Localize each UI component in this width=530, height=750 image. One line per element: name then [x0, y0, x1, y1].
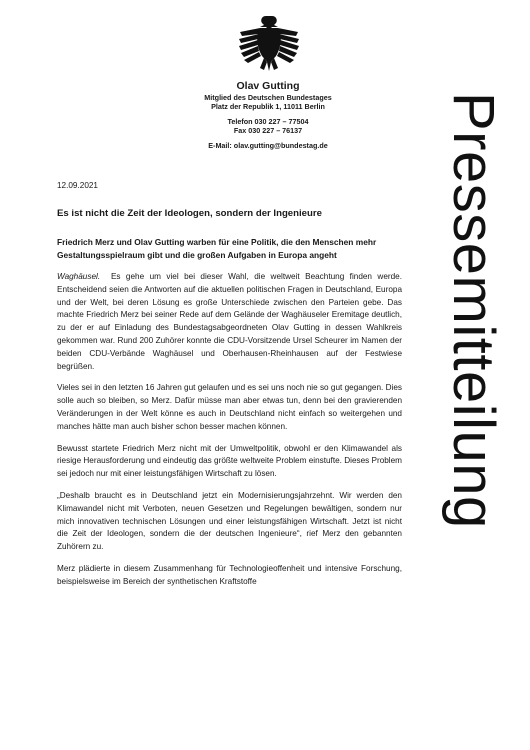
sender-phone: Telefon 030 227 – 77504 — [227, 117, 309, 127]
headline: Es ist nicht die Zeit der Ideologen, sondern der Ingenieure — [57, 207, 322, 219]
paragraph-3: Bewusst startete Friedrich Merz nicht mit der Umweltpolitik, obwohl er den Klimawandel als riesige Herausforderung und eindeutig das größte weltweite Problem einstufte. Dieses Problem sei jedoch nur mit einer leistungsfähigen Wirtschaft zu lösen. — [57, 443, 402, 479]
sender-role: Mitglied des Deutschen Bundestages — [204, 93, 332, 103]
sender-address: Platz der Republik 1, 11011 Berlin — [211, 102, 325, 112]
sender-fax: Fax 030 227 – 76137 — [233, 126, 303, 136]
sender-email: E-Mail: olav.gutting@bundestag.de — [208, 141, 328, 151]
sender-name: Olav Gutting — [236, 80, 300, 92]
paragraph-2: Vieles sei in den letzten 16 Jahren gut gelaufen und es sei uns noch nie so gut gegangen. Dies solle auch so bleiben, so Merz. Dafür müsse man aber etwas tun, denn bei den gravierenden Veränderungen in der Welt könne es auch in Deutschland nicht einfach so weitergehen und manches hätte man auch bisher schon besser machen können. — [57, 383, 402, 431]
dateline-place: Waghäusel. — [57, 271, 101, 281]
paragraph-1-text: Es gehe um viel bei dieser Wahl, die weltweit Beachtung finden werde. Entscheidend seien die Antworten auf die aktuellen politischen Fragen in Deutschland, Europa und der Welt, bei deren Lösung es große Unterschiede zwischen den Parteien gebe. Das machte Friedrich Merz bei seiner Rede auf dem Gelände der Waghäuseler Eremitage deutlich, zu der er auf Einladung des Bundestagsabgeordneten Olav Gutting in dessen Wahlkreis gekommen war. Rund 200 Zuhörer konnte die CDU-Vorsitzende Ursel Scheurer im Namen der beiden CDU-Verbände Waghäusel und Oberhausen-Rheinhausen auf der Festwiese begrüßen. — [57, 271, 402, 371]
subheadline: Friedrich Merz und Olav Gutting warben für eine Politik, die den Menschen mehr Gestaltungsspielraum gibt und die großen Aufgaben in Europa angeht — [57, 236, 377, 260]
paragraph-4: „Deshalb braucht es in Deutschland jetzt ein Modernisierungsjahrzehnt. Wir werden den Klimawandel nicht mit Verboten, neuen Gesetzen und Regelungen bewältigen, sondern nur mich innovativen technischen Lösungen und einer leistungsfähigen Wirtschaft. Jetzt ist nicht die Zeit der Ideologen, sondern die der deutschen Ingenieure“, rief Merz den gebannten Zuhörern zu. — [57, 490, 402, 552]
paragraph-1 — [57, 271, 402, 373]
bundestag-eagle-icon — [238, 14, 300, 72]
letterhead — [168, 80, 368, 150]
release-date: 12.09.2021 — [57, 181, 98, 190]
document-type-title: Pressemitteilung — [441, 92, 506, 529]
press-release-body — [57, 180, 402, 598]
paragraph-5: Merz plädierte in diesem Zusammenhang für Technologieoffenheit und intensive Forschung, beispielsweise im Bereich der synthetischen Kraftstoffe — [57, 563, 402, 586]
